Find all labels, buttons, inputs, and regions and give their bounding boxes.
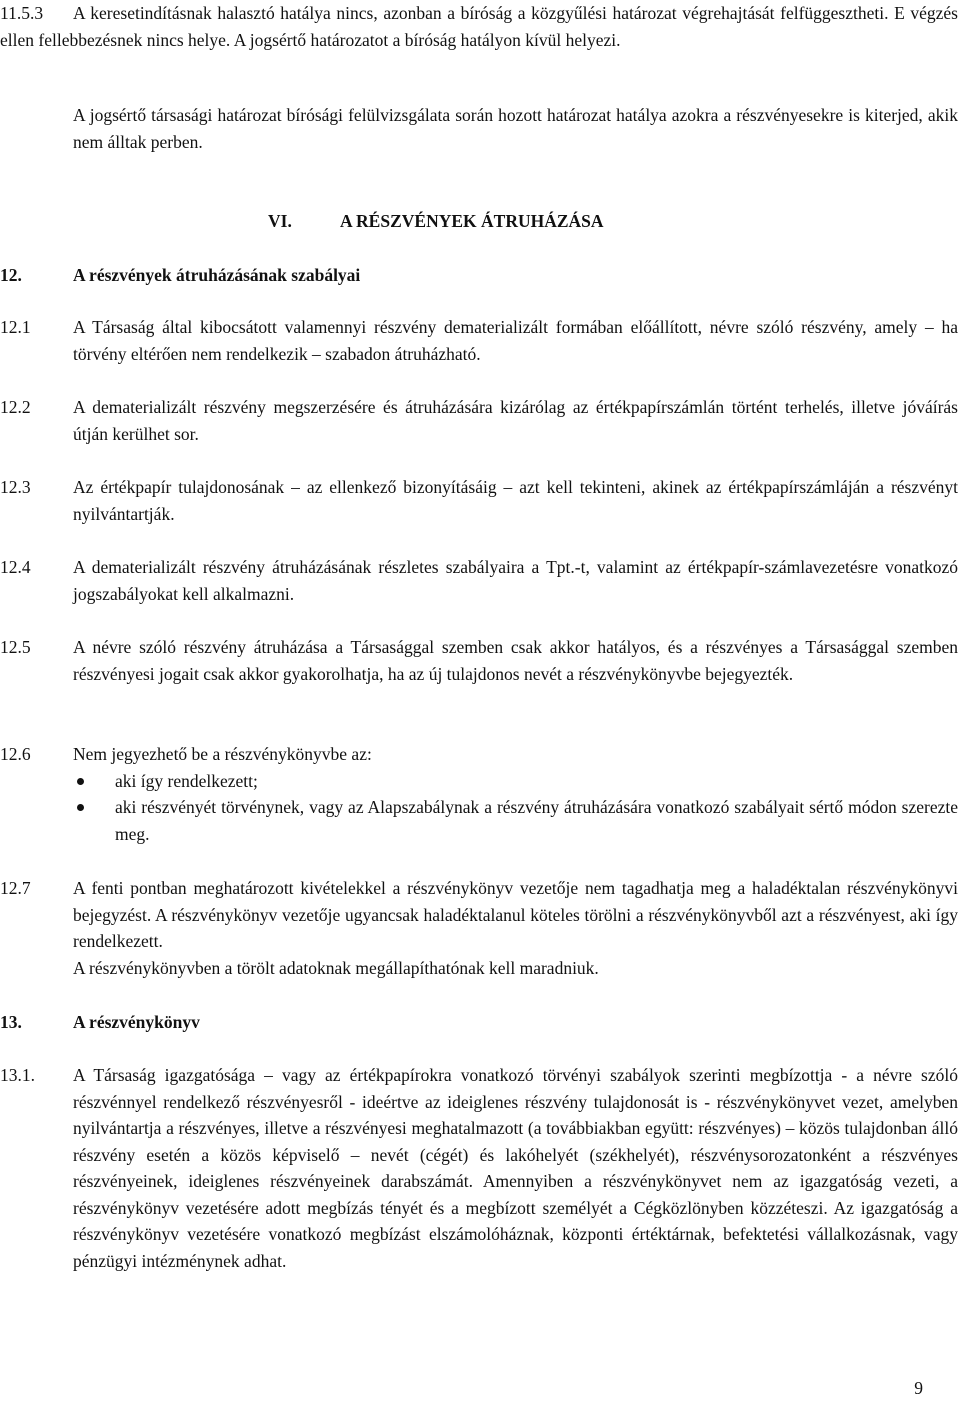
section-number: 12.	[0, 265, 22, 285]
paragraph-12-6	[0, 741, 958, 847]
paragraph-text: Nem jegyezhető be a részvénykönyvbe az:	[73, 744, 372, 764]
paragraph-text: A dematerializált részvény megszerzésére és átruházására kizárólag az értékpapírszámlán történt terhelés, illetve jóváírás útján kerülhet sor.	[73, 397, 958, 444]
section-heading-12	[0, 262, 360, 289]
paragraph-number: 12.5	[0, 637, 31, 657]
paragraph-number: 13.1.	[0, 1065, 35, 1085]
paragraph-12-2	[0, 394, 958, 447]
chapter-heading	[268, 208, 604, 235]
paragraph-12-4	[0, 554, 958, 607]
section-title: A részvények átruházásának szabályai	[73, 265, 361, 285]
chapter-number: VI.	[268, 211, 292, 231]
paragraph-number: 12.3	[0, 477, 31, 497]
bullet-list	[73, 768, 958, 848]
paragraph-text: A keresetindításnak halasztó hatálya nincs, azonban a bíróság a közgyűlési határozat végrehajtását felfüggesztheti. E végzés ellen fellebbezésnek nincs helye. A jogsértő határozatot a bíróság hatályon kívül helyezi.	[0, 3, 958, 50]
paragraph-12-7	[0, 875, 958, 981]
page-number: 9	[914, 1378, 923, 1398]
paragraph-text: Az értékpapír tulajdonosának – az ellenkező bizonyításáig – azt kell tekinteni, akinek az értékpapírszámláján a részvényt nyilvántartják.	[73, 477, 958, 524]
paragraph-number: 11.5.3	[0, 3, 44, 23]
paragraph-12-3	[0, 474, 958, 527]
paragraph-body	[73, 875, 958, 981]
paragraph-11-5-3	[0, 0, 958, 53]
paragraph-number: 12.1	[0, 317, 31, 337]
paragraph-number: 12.7	[0, 878, 31, 898]
paragraph-11-5-3-continued	[0, 102, 958, 155]
paragraph-number: 12.6	[0, 744, 31, 764]
paragraph-text: A dematerializált részvény átruházásának részletes szabályaira a Tpt.-t, valamint az értékpapír-számlavezetésre vonatkozó jogszabályokat kell alkalmazni.	[73, 557, 958, 604]
paragraph-text: A fenti pontban meghatározott kivételekkel a részvénykönyv vezetője nem tagadhatja meg a haladéktalan részvénykönyvi bejegyzést. A részvénykönyv vezetője ugyancsak haladéktalanul köteles törölni a részvénykönyvből azt a részvényest, aki így rendelkezett.	[73, 878, 958, 951]
paragraph-text: A Társaság igazgatósága – vagy az értékpapírokra vonatkozó törvényi szabályok szerinti megbízottja - a névre szóló részvénnyel rendelkező részvényesről - ideértve az ideiglenes részvény tulajdonosát is - részvénykönyvet vezet, amelyben nyilvántartja a részvényes, illetve a részvényesi meghatalmazott (a továbbiakban együtt: részvényes) – közös tulajdonban álló részvény esetén a közös képviselő – nevét (cégét) és lakóhelyét (székhelyét), részvénysorozatonként a részvényes részvényeinek, ideiglenes részvényeinek darabszámát. Amennyiben a részvénykönyvet nem az igazgatóság vezeti, a részvénykönyv vezetésére adott megbízás tényét és a megbízott személyét a Cégközlönyben közzéteszi. Az igazgatóság a részvénykönyv vezetésére vonatkozó megbízást elszámolóháznak, központi értéktárnak, befektetési vállalkozásnak, vagy pénzügyi intézménynek adhat.	[73, 1065, 958, 1271]
paragraph-number: 12.2	[0, 397, 31, 417]
paragraph-text: A jogsértő társasági határozat bírósági felülvizsgálata során hozott határozat hatálya azokra a részvényesekre is kiterjed, akik nem álltak perben.	[73, 105, 958, 152]
section-title: A részvénykönyv	[73, 1012, 200, 1032]
paragraph-text: A részvénykönyvben a törölt adatoknak megállapíthatónak kell maradniuk.	[73, 957, 599, 978]
section-heading-13	[0, 1009, 200, 1036]
paragraph-body	[73, 741, 958, 847]
section-number: 13.	[0, 1012, 22, 1032]
paragraph-12-1	[0, 314, 958, 367]
paragraph-text: A Társaság által kibocsátott valamennyi részvény dematerializált formában előállított, névre szóló részvény, amely – ha törvény eltérően nem rendelkezik – szabadon átruházható.	[73, 317, 958, 364]
paragraph-number: 12.4	[0, 557, 31, 577]
paragraph-12-5	[0, 634, 958, 687]
paragraph-text: A névre szóló részvény átruházása a Társasággal szemben csak akkor hatályos, és a részvényes a Társasággal szemben részvényesi jogait csak akkor gyakorolhatja, ha az új tulajdonos nevét a részvénykönyvbe bejegyezték.	[73, 637, 958, 684]
paragraph-13-1	[0, 1062, 958, 1274]
list-item: aki így rendelkezett;	[73, 768, 958, 795]
list-item: aki részvényét törvénynek, vagy az Alapszabálynak a részvény átruházására vonatkozó szabályait sértő módon szerezte meg.	[73, 794, 958, 847]
chapter-title: A RÉSZVÉNYEK ÁTRUHÁZÁSA	[340, 211, 604, 231]
